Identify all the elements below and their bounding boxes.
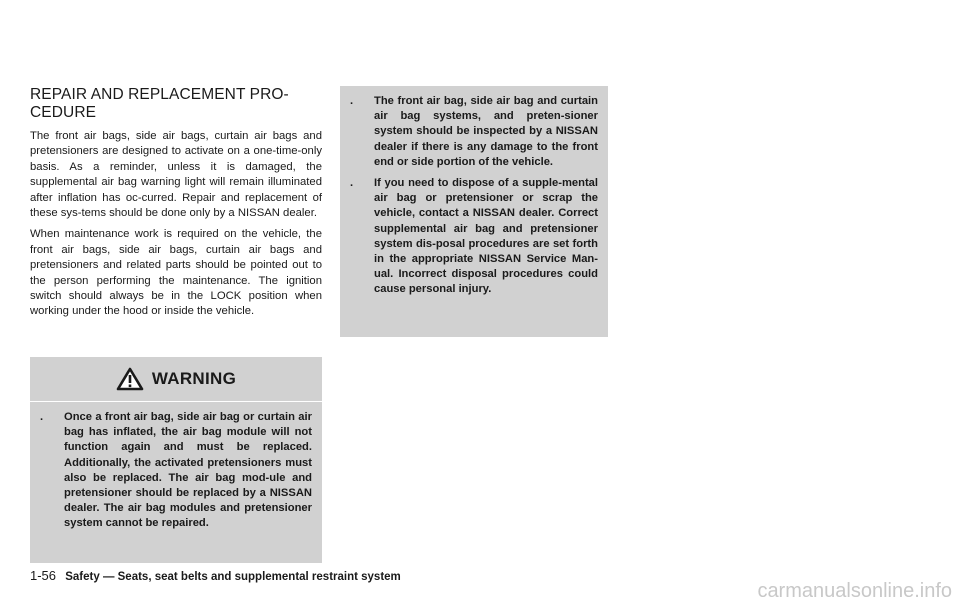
warning-item [348, 94, 598, 170]
warning-triangle-icon [116, 367, 144, 391]
warning-list-continued [340, 86, 608, 312]
left-column [30, 86, 322, 326]
body-paragraph-2: When maintenance work is required on the vehicle, the front air bags, side air bags, curtain air bags and pretensioners and related parts should be pointed out to the person performing the maintenance. The ignition switch should always be in the LOCK position when working under the hood or inside the vehicle. [30, 228, 322, 318]
footer-title: Safety — Seats, seat belts and supplemental restraint system [65, 571, 401, 583]
warning-title: WARNING [151, 369, 237, 388]
page-footer [30, 568, 401, 583]
page-number: 1-56 [30, 568, 57, 583]
body-paragraph-1: The front air bags, side air bags, curtain air bags and pretensioners are designed to activate on a one-time-only basis. As a reminder, unless it is damaged, the supplemental air bag warning light will remain illuminated after inflation has oc-curred. Repair and replacement of these sys-tems should be done only by a NISSAN dealer. [30, 130, 322, 220]
warning-item-text: The front air bag, side air bag and curtain air bag systems, and preten-sioner system should be inspected by a NISSAN dealer if there is any damage to the front end or side portion of the vehicle. [374, 95, 598, 168]
section-title-line2: CEDURE [30, 104, 97, 121]
bullet: . [40, 411, 44, 423]
watermark: carmanualsonline.info [757, 580, 952, 602]
bullet: . [350, 177, 354, 190]
warning-item [38, 410, 312, 532]
warning-box [30, 357, 322, 563]
warning-item-text: If you need to dispose of a supple-mental air bag or pretensioner or scrap the vehicle, contact a NISSAN dealer. Correct supplemental air bag and pretensioner system dis-posal procedures are set forth in the appropriate NISSAN Service Man-ual. Incorrect disposal procedures could cause personal injury. [374, 177, 598, 296]
warning-box-continued [340, 86, 608, 337]
warning-header [30, 357, 322, 402]
section-title-line1: REPAIR AND REPLACEMENT PRO- [30, 86, 289, 103]
section-title [30, 86, 322, 122]
warning-item-text: Once a front air bag, side air bag or curtain air bag has inflated, the air bag module will not function again and must be replaced. Additionally, the activated pretensioners must also be replaced. The air bag mod-ule and pretensioner should be replaced by a NISSAN dealer. The air bag modules and pretensioner system cannot be repaired. [64, 411, 312, 530]
bullet: . [350, 95, 354, 107]
warning-list [30, 402, 322, 546]
warning-item [348, 176, 598, 298]
